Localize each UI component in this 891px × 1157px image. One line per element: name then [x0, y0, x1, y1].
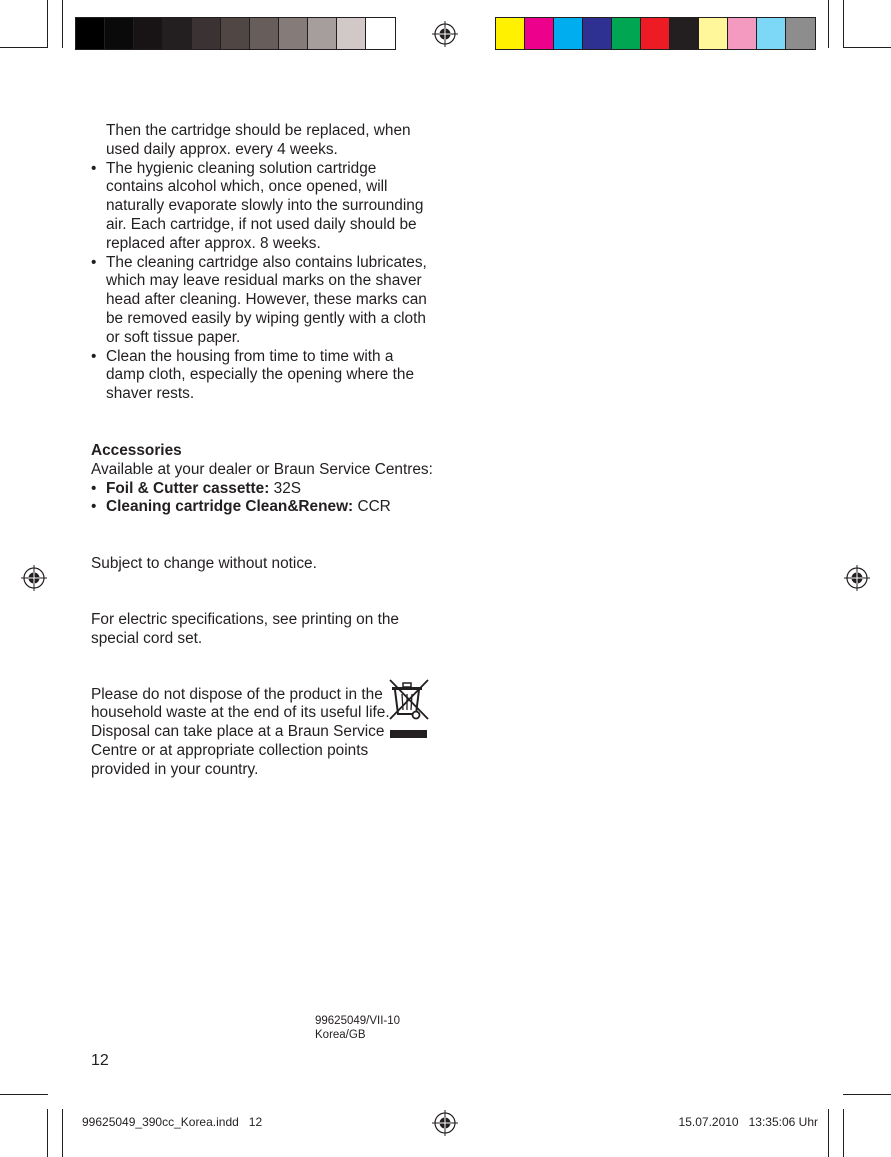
crop-mark — [843, 1109, 844, 1157]
crop-mark — [828, 1109, 829, 1157]
color-swatch — [308, 18, 337, 49]
color-swatch — [612, 18, 641, 49]
slug-file-info: 99625049_390cc_Korea.indd 12 — [82, 1115, 263, 1129]
list-item: • Clean the housing from time to time with a damp cloth, especially the opening where the shaver rests. — [91, 348, 436, 404]
accessory-code: CCR — [357, 498, 391, 516]
color-swatch — [728, 18, 757, 49]
list-item — [91, 480, 436, 499]
color-swatch — [250, 18, 279, 49]
color-swatch — [583, 18, 612, 49]
color-swatch — [134, 18, 163, 49]
grayscale-color-bar — [75, 17, 396, 50]
list-item — [91, 498, 436, 517]
color-swatch — [699, 18, 728, 49]
crop-mark — [843, 47, 891, 48]
doc-code: 99625049/VII-10 — [315, 1015, 401, 1027]
color-swatch — [366, 18, 395, 49]
instruction-list — [91, 160, 436, 404]
slug-timestamp: 15.07.2010 13:35:06 Uhr — [678, 1115, 818, 1129]
color-swatch — [192, 18, 221, 49]
accessories-list — [91, 480, 436, 518]
accessories-intro: Available at your dealer or Braun Service Centres: — [91, 460, 433, 478]
color-swatch — [641, 18, 670, 49]
page-number: 12 — [91, 1052, 109, 1069]
registration-mark-icon — [21, 565, 47, 591]
accessory-name: Cleaning cartridge Clean&Renew: — [106, 498, 354, 516]
crop-mark — [47, 1109, 48, 1157]
section-title-accessories: Accessories — [91, 441, 182, 459]
accessory-name: Foil & Cutter cassette: — [106, 479, 270, 497]
crop-mark — [47, 0, 48, 48]
instruction-continuation: Then the cartridge should be replaced, when used daily approx. every 4 weeks. — [106, 122, 411, 158]
crossed-out-wheelie-bin-icon — [388, 678, 432, 748]
crop-mark — [0, 1094, 48, 1095]
color-swatch — [525, 18, 554, 49]
list-item: • The cleaning cartridge also contains lubricates, which may leave residual marks on the shaver head after cleaning. However, these marks can be removed easily by wiping gently with a cloth or soft tissue paper. — [91, 254, 436, 348]
color-swatch — [76, 18, 105, 49]
color-swatch — [279, 18, 308, 49]
crop-mark — [843, 0, 844, 48]
crop-mark — [843, 1094, 891, 1095]
document-code — [315, 1015, 400, 1042]
crop-mark — [0, 47, 48, 48]
registration-mark-icon — [432, 21, 458, 47]
color-swatch — [496, 18, 525, 49]
color-swatch — [105, 18, 134, 49]
doc-region: Korea/GB — [315, 1028, 366, 1041]
manual-text-column — [91, 122, 436, 780]
color-swatch — [163, 18, 192, 49]
crop-mark — [828, 0, 829, 48]
change-notice: Subject to change without notice. — [91, 555, 317, 573]
crop-mark — [62, 1109, 63, 1157]
accessory-code: 32S — [273, 479, 302, 497]
list-item: • The hygienic cleaning solution cartridge contains alcohol which, once opened, will naturally evaporate slowly into the surrounding air. Each cartridge, if not used daily should be replaced after approx. 8 weeks. — [91, 160, 436, 254]
electric-spec-note: For electric specifications, see printing on the special cord set. — [91, 610, 399, 647]
color-swatch — [221, 18, 250, 49]
crop-mark — [62, 0, 63, 48]
color-swatch — [337, 18, 366, 49]
color-swatch — [757, 18, 786, 49]
color-swatch — [554, 18, 583, 49]
registration-mark-icon — [432, 1110, 458, 1136]
process-color-bar — [495, 17, 816, 50]
color-swatch — [670, 18, 699, 49]
disposal-section — [91, 686, 436, 780]
color-swatch — [786, 18, 815, 49]
disposal-note: Please do not dispose of the product in the household waste at the end of its useful life. Disposal can take place at a Braun Service Centre or at appropriate collection points provided in your country. — [91, 685, 390, 778]
registration-mark-icon — [844, 565, 870, 591]
